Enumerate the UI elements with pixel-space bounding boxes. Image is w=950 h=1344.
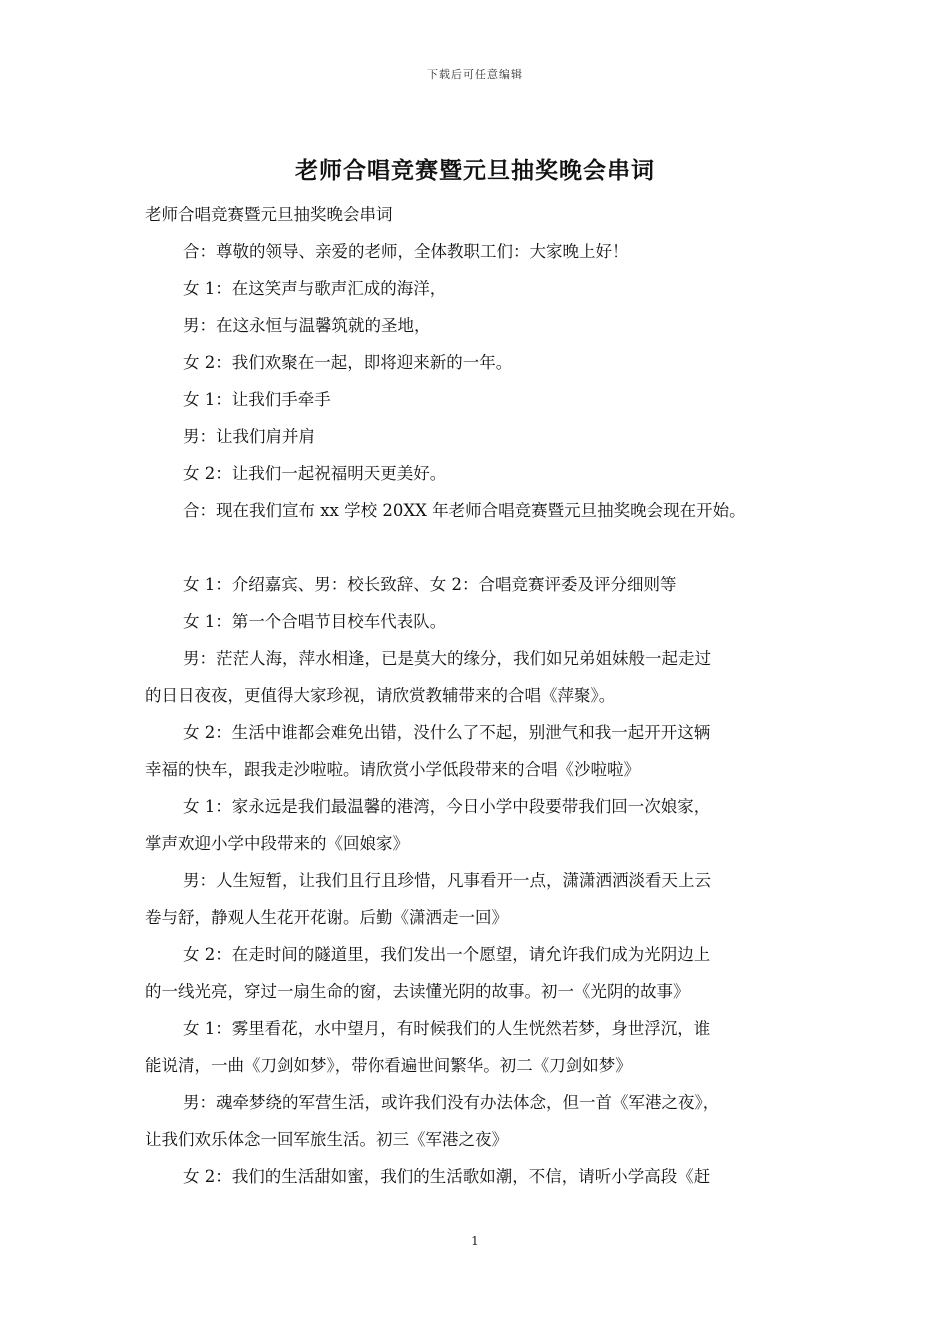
text-line: 的日日夜夜，更值得大家珍视，请欣赏教辅带来的合唱《萍聚》。 [145,686,616,705]
header-note: 下载后可任意编辑 [427,68,523,81]
text-line: 男：人生短暂，让我们且行且珍惜，凡事看开一点，潇潇洒洒淡看天上云 [183,871,711,890]
text-line: 能说清，一曲《刀剑如梦》，带你看遍世间繁华。初二《刀剑如梦》 [145,1056,632,1075]
text-line: 女 2：我们的生活甜如蜜，我们的生活歌如潮，不信，请听小学高段《赶 [183,1167,711,1186]
text-line: 男：魂牵梦绕的军营生活，或许我们没有办法体念，但一首《军港之夜》， [183,1093,720,1112]
text-line: 卷与舒，静观人生花开花谢。后勤《潇洒走一回》 [145,908,508,927]
text-line: 男：茫茫人海，萍水相逢，已是莫大的缘分，我们如兄弟姐妹般一起走过 [183,649,711,668]
text-line: 女 1：介绍嘉宾、男：校长致辞、女 2：合唱竞赛评委及评分细则等 [183,575,677,594]
text-line: 合：现在我们宣布 xx 学校 20XX 年老师合唱竞赛暨元旦抽奖晚会现在开始。 [183,501,746,520]
text-line [145,529,810,566]
text-line: 女 2：在走时间的隧道里，我们发出一个愿望，请允许我们成为光阴边上 [183,945,711,964]
text-line: 幸福的快车，跟我走沙啦啦。请欣赏小学低段带来的合唱《沙啦啦》 [145,760,640,779]
document-body [145,196,810,1195]
text-line: 的一线光亮，穿过一扇生命的窗，去读懂光阴的故事。初一《光阴的故事》 [145,982,690,1001]
text-line: 让我们欢乐体念一回军旅生活。初三《军港之夜》 [145,1130,508,1149]
text-line: 合：尊敬的领导、亲爱的老师，全体教职工们：大家晚上好！ [183,242,629,261]
text-line: 女 1：第一个合唱节目校车代表队。 [183,612,447,631]
text-line: 女 2：我们欢聚在一起，即将迎来新的一年。 [183,353,513,372]
text-line: 男：让我们肩并肩 [183,427,315,446]
text-line: 女 1：家永远是我们最温馨的港湾，今日小学中段要带我们回一次娘家， [183,797,711,816]
text-line: 女 1：在这笑声与歌声汇成的海洋， [183,279,447,298]
document-title: 老师合唱竞赛暨元旦抽奖晚会串词 [295,158,655,184]
text-line: 女 1：让我们手牵手 [183,390,331,409]
page-number: 1 [471,1234,479,1248]
text-line: 男：在这永恒与温馨筑就的圣地， [183,316,431,335]
text-line: 女 1：雾里看花，水中望月，有时候我们的人生恍然若梦，身世浮沉，谁 [183,1019,711,1038]
text-line: 女 2：生活中谁都会难免出错，没什么了不起，别泄气和我一起开开这辆 [183,723,711,742]
text-line: 女 2：让我们一起祝福明天更美好。 [183,464,447,483]
text-line: 掌声欢迎小学中段带来的《回娘家》 [145,834,409,853]
text-line: 老师合唱竞赛暨元旦抽奖晚会串词 [145,205,393,224]
